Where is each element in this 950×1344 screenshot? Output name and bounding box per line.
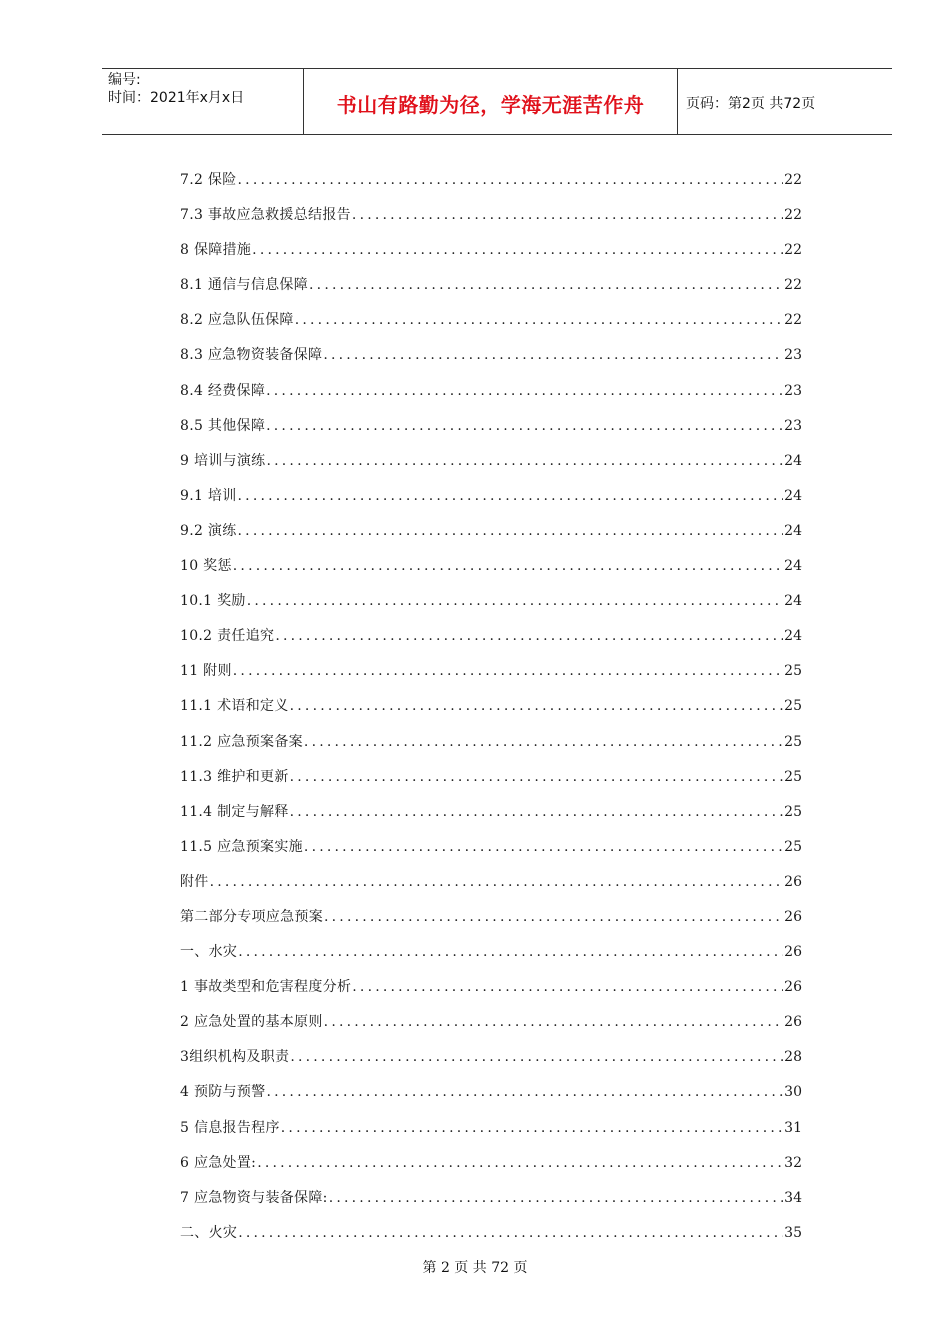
- toc-entry[interactable]: [180, 1184, 802, 1219]
- toc-entry-title: 11 附则: [180, 663, 232, 680]
- toc-entry-page: 22: [784, 242, 802, 259]
- toc-entry-page: 26: [784, 979, 802, 996]
- toc-dot-leader: [266, 447, 783, 475]
- toc-entry-title: 7.3 事故应急救援总结报告: [180, 207, 351, 224]
- toc-entry-page: 22: [784, 172, 802, 188]
- toc-entry-title: 7 应急物资与装备保障:: [180, 1189, 328, 1206]
- header-meta: [108, 71, 304, 107]
- toc-entry-page: 26: [784, 944, 802, 961]
- toc-entry[interactable]: [180, 692, 802, 727]
- toc-dot-leader: [304, 833, 783, 861]
- toc-entry[interactable]: [180, 271, 802, 306]
- toc-dot-leader: [238, 938, 783, 966]
- toc-dot-leader: [290, 692, 784, 720]
- toc-entry-title: 5 信息报告程序: [180, 1119, 280, 1136]
- toc-entry[interactable]: [180, 447, 802, 482]
- page-footer: 第 2 页 共 72 页: [422, 1260, 528, 1276]
- toc-dot-leader: [257, 1149, 783, 1177]
- toc-dot-leader: [290, 798, 784, 826]
- toc-dot-leader: [304, 728, 783, 756]
- toc-entry[interactable]: [180, 1078, 802, 1113]
- toc-entry[interactable]: [180, 833, 802, 868]
- toc-entry-title: 10.2 责任追究: [180, 628, 275, 645]
- toc-entry-title: 3组织机构及职责: [180, 1049, 290, 1066]
- toc-dot-leader: [329, 1184, 783, 1212]
- toc-entry-page: 24: [784, 452, 802, 469]
- toc-dot-leader: [266, 412, 783, 440]
- toc-entry-page: 24: [784, 593, 802, 610]
- toc-entry-title: 6 应急处置:: [180, 1154, 257, 1171]
- toc-entry[interactable]: [180, 763, 802, 798]
- toc-entry[interactable]: [180, 1114, 802, 1149]
- toc-entry-page: 26: [784, 873, 802, 890]
- toc-dot-leader: [233, 657, 783, 685]
- toc-entry-title: 8 保障措施: [180, 242, 252, 259]
- toc-dot-leader: [238, 482, 784, 510]
- document-number-label: 编号:: [108, 72, 141, 88]
- toc-entry-title: 1 事故类型和危害程度分析: [180, 979, 352, 996]
- toc-entry-page: 24: [784, 522, 802, 539]
- toc-dot-leader: [352, 201, 783, 229]
- toc-entry[interactable]: [180, 517, 802, 552]
- toc-entry-page: 25: [784, 803, 802, 820]
- toc-entry-title: 11.1 术语和定义: [180, 698, 289, 715]
- toc-entry-page: 28: [784, 1049, 802, 1066]
- toc-entry-title: 一、水灾: [180, 944, 238, 961]
- toc-entry-title: 9.2 演练: [180, 522, 237, 539]
- toc-entry[interactable]: [180, 201, 802, 236]
- toc-entry[interactable]: [180, 341, 802, 376]
- toc-entry-page: 25: [784, 698, 802, 715]
- toc-entry-page: 25: [784, 733, 802, 750]
- page-header: [102, 68, 892, 135]
- toc-entry-page: 31: [784, 1119, 802, 1136]
- toc-entry-page: 34: [784, 1189, 802, 1206]
- toc-dot-leader: [323, 341, 783, 369]
- toc-entry-title: 10.1 奖励: [180, 593, 246, 610]
- toc-entry[interactable]: [180, 973, 802, 1008]
- toc-entry-title: 9.1 培训: [180, 487, 237, 504]
- toc-dot-leader: [290, 1043, 783, 1071]
- toc-entry-title: 8.4 经费保障: [180, 382, 266, 399]
- toc-entry-title: 10 奖惩: [180, 558, 232, 575]
- toc-entry[interactable]: [180, 1219, 802, 1254]
- toc-entry-page: 35: [784, 1224, 802, 1241]
- toc-entry[interactable]: [180, 728, 802, 763]
- toc-entry-title: 8.5 其他保障: [180, 417, 266, 434]
- toc-entry[interactable]: [180, 1149, 802, 1184]
- toc-entry[interactable]: [180, 903, 802, 938]
- toc-entry-title: 7.2 保险: [180, 172, 237, 188]
- toc-entry[interactable]: [180, 798, 802, 833]
- toc-entry-title: 11.4 制定与解释: [180, 803, 289, 820]
- table-of-contents: [180, 166, 802, 1254]
- toc-entry-title: 第二部分专项应急预案: [180, 908, 323, 925]
- toc-entry[interactable]: [180, 622, 802, 657]
- toc-dot-leader: [252, 236, 783, 264]
- document-date: 时间：2021年x月x日: [108, 90, 245, 106]
- toc-entry-page: 24: [784, 487, 802, 504]
- toc-entry-title: 8.1 通信与信息保障: [180, 277, 309, 294]
- toc-dot-leader: [233, 552, 783, 580]
- toc-entry[interactable]: [180, 657, 802, 692]
- toc-dot-leader: [352, 973, 783, 1001]
- toc-entry-page: 22: [784, 277, 802, 294]
- toc-entry-title: 8.3 应急物资装备保障: [180, 347, 323, 364]
- toc-dot-leader: [266, 377, 783, 405]
- toc-entry[interactable]: [180, 1043, 802, 1078]
- toc-entry[interactable]: [180, 306, 802, 341]
- toc-entry-page: 26: [784, 1014, 802, 1031]
- toc-entry-page: 30: [784, 1084, 802, 1101]
- toc-entry[interactable]: [180, 482, 802, 517]
- toc-entry[interactable]: [180, 938, 802, 973]
- toc-entry-title: 11.2 应急预案备案: [180, 733, 303, 750]
- toc-entry[interactable]: [180, 166, 802, 201]
- toc-entry[interactable]: [180, 868, 802, 903]
- header-page-info: 页码：第2页 共72页: [686, 96, 816, 112]
- toc-entry[interactable]: [180, 587, 802, 622]
- toc-dot-leader: [324, 903, 783, 931]
- toc-entry-title: 8.2 应急队伍保障: [180, 312, 294, 329]
- toc-dot-leader: [324, 1008, 784, 1036]
- toc-entry[interactable]: [180, 236, 802, 271]
- toc-dot-leader: [247, 587, 783, 615]
- toc-entry-page: 24: [784, 558, 802, 575]
- toc-entry-page: 32: [784, 1154, 802, 1171]
- toc-entry-page: 23: [784, 347, 802, 364]
- toc-dot-leader: [238, 1219, 783, 1247]
- toc-entry-page: 22: [784, 312, 802, 329]
- toc-entry-title: 11.3 维护和更新: [180, 768, 289, 785]
- toc-entry[interactable]: [180, 1008, 802, 1043]
- toc-dot-leader: [238, 517, 784, 545]
- toc-dot-leader: [210, 868, 784, 896]
- toc-entry[interactable]: [180, 377, 802, 412]
- toc-entry-title: 附件: [180, 873, 209, 890]
- toc-entry[interactable]: [180, 412, 802, 447]
- toc-entry-page: 25: [784, 768, 802, 785]
- header-motto: 书山有路勤为径，学海无涯苦作舟: [336, 93, 645, 117]
- toc-entry[interactable]: [180, 552, 802, 587]
- toc-entry-title: 11.5 应急预案实施: [180, 838, 303, 855]
- toc-entry-page: 25: [784, 838, 802, 855]
- toc-dot-leader: [281, 1114, 783, 1142]
- toc-entry-title: 二、火灾: [180, 1224, 238, 1241]
- toc-dot-leader: [290, 763, 784, 791]
- toc-entry-page: 25: [784, 663, 802, 680]
- toc-dot-leader: [266, 1078, 783, 1106]
- toc-dot-leader: [275, 622, 783, 650]
- toc-entry-page: 23: [784, 382, 802, 399]
- toc-entry-page: 24: [784, 628, 802, 645]
- toc-entry-title: 4 预防与预警: [180, 1084, 266, 1101]
- toc-entry-page: 26: [784, 908, 802, 925]
- toc-entry-page: 23: [784, 417, 802, 434]
- header-divider: [677, 69, 678, 134]
- toc-dot-leader: [238, 166, 784, 194]
- toc-entry-title: 2 应急处置的基本原则: [180, 1014, 323, 1031]
- toc-entry-page: 22: [784, 207, 802, 224]
- toc-dot-leader: [309, 271, 783, 299]
- toc-dot-leader: [295, 306, 783, 334]
- toc-entry-title: 9 培训与演练: [180, 452, 266, 469]
